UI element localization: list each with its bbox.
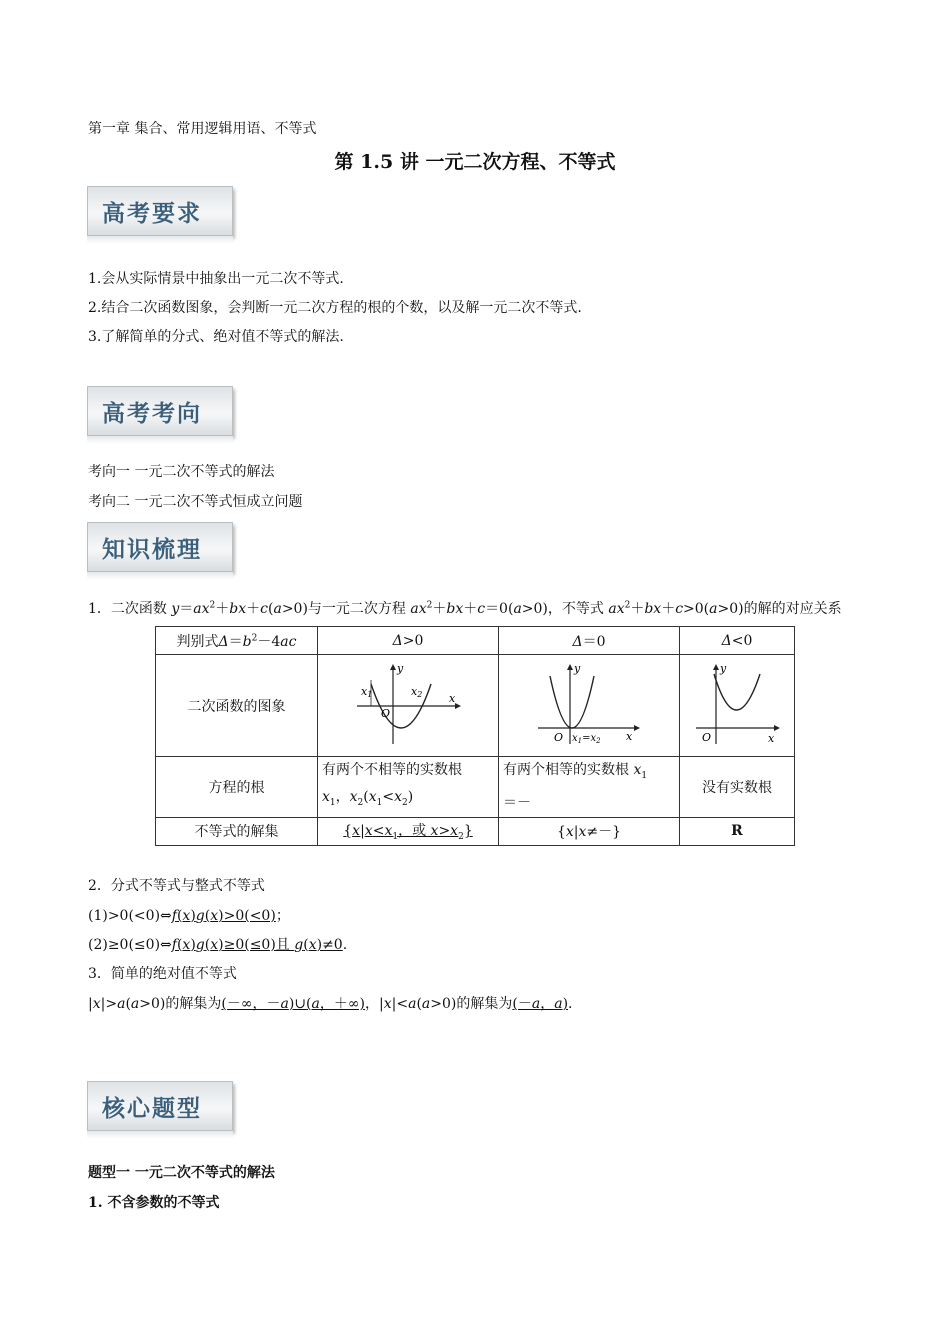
roots-double: 有两个相等的实数根 $x_1$ ＝－ [499,757,680,818]
svg-text:O: O [381,706,391,720]
requirement-item: 3.了解简单的分式、绝对值不等式的解法. [88,329,344,345]
graph-no-root [680,655,795,757]
table-row-roots-label: 方程的根 [156,757,318,818]
banner-directions-label: 高考考向 [102,401,202,427]
svg-text:x: x [449,691,456,705]
relation-table [155,626,795,846]
knowledge-item-3-content: |x|>a(a>0)的解集为(－∞，－a)∪(a，＋∞)，|x|<a(a>0)的解集为(－a，a). [88,996,573,1012]
core-type-heading: 题型一 一元二次不等式的解法 [88,1165,275,1181]
direction-item: 考向一 一元二次不等式的解法 [88,464,275,480]
svg-text:x1: x1 [361,684,373,699]
knowledge-item-2-1: (1)>0(<0)⇔f(x)g(x)>0(<0)； [88,908,290,924]
graph-double-root [499,655,680,757]
roots-none: 没有实数根 [680,757,795,818]
banner-directions [87,386,233,444]
chapter-heading: 第一章 集合、常用逻辑用语、不等式 [88,121,317,137]
banner-core [87,1081,233,1139]
table-header-negative: Δ<0 [680,627,795,655]
requirement-item: 1.会从实际情景中抽象出一元二次不等式. [88,271,344,287]
parabola-double-root-graph [534,662,644,746]
direction-item: 考向二 一元二次不等式恒成立问题 [88,494,303,510]
svg-text:x2: x2 [411,684,423,699]
banner-requirements-label: 高考要求 [102,201,202,227]
table-row-graph-label: 二次函数的图象 [156,655,318,757]
roots-two-distinct: 有两个不相等的实数根 $x_1$，$x_2(x_1<x_2)$ [318,757,499,818]
graph-two-roots [318,655,499,757]
svg-text:y: y [720,661,727,675]
banner-knowledge-label: 知识梳理 [102,537,202,563]
table-header-positive: Δ>0 [318,627,499,655]
svg-text:x: x [626,729,633,743]
svg-text:y: y [574,661,581,675]
svg-text:O: O [554,730,564,744]
svg-text:y: y [397,661,404,675]
solution-two-roots: {$x|x<x_1$，或 $x>x_2$} [318,817,499,845]
knowledge-item-1: 1．二次函数 $y=ax^2+bx+c(a>0)$与一元二次方程 $ax^2+bx+c=0(a>0)$，不等式 $ax^2+bx+c>0(a>0)$的解的对应关系 [88,600,842,617]
svg-text:O: O [702,730,712,744]
banner-knowledge [87,522,233,580]
knowledge-item-2-2: (2)≥0(≤0)⇔f(x)g(x)≥0(≤0)且 g(x)≠0. [88,937,348,953]
knowledge-item-2: 2．分式不等式与整式不等式 [88,878,265,894]
solution-no-root: R [680,817,795,845]
core-subheading: 1. 不含参数的不等式 [88,1195,220,1211]
svg-text:x: x [768,731,775,745]
table-row-solution-label: 不等式的解集 [156,817,318,845]
table-header-zero: Δ＝0 [499,627,680,655]
parabola-no-root-graph [692,662,782,746]
svg-text:x1=x2: $x_1=x_2$ [572,732,601,745]
banner-requirements [87,186,233,244]
solution-double-root: {x|x≠－} [499,817,680,845]
page-title: 第 1.5 讲 一元二次方程、不等式 [334,151,616,173]
parabola-two-roots-graph [353,662,463,746]
table-header-discriminant: 判别式$\Delta=b^2-4ac$ [156,627,318,655]
requirement-item: 2.结合二次函数图象，会判断一元二次方程的根的个数，以及解一元二次不等式. [88,300,582,316]
knowledge-item-3: 3．简单的绝对值不等式 [88,966,237,982]
banner-core-label: 核心题型 [102,1096,202,1122]
